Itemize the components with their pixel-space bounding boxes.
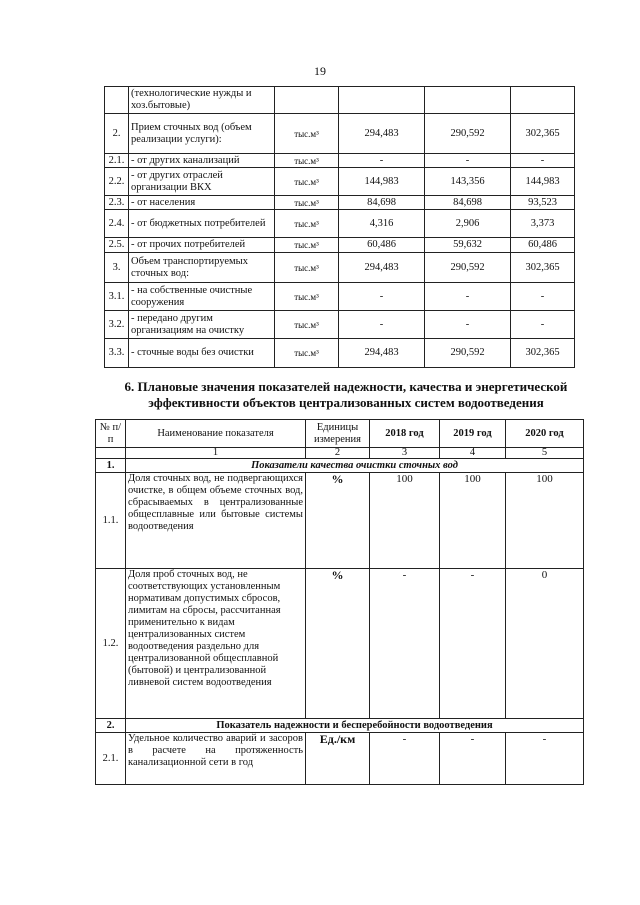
value-2019: 59,632 — [425, 238, 511, 253]
value-2018: - — [370, 569, 440, 719]
row-name: - от других канализаций — [129, 154, 275, 168]
value-2018: 294,483 — [339, 114, 425, 154]
value-2018: 60,486 — [339, 238, 425, 253]
value-2019: 143,356 — [425, 168, 511, 196]
row-unit: % — [306, 473, 370, 569]
row-unit: тыс.м³ — [275, 196, 339, 210]
value-2020: 3,373 — [511, 210, 575, 238]
value-2018: 294,483 — [339, 339, 425, 368]
row-unit: тыс.м³ — [275, 339, 339, 368]
row-unit: тыс.м³ — [275, 238, 339, 253]
section-number: 2. — [96, 719, 126, 733]
index-cell: 1 — [126, 448, 306, 459]
row-number: 2.4. — [105, 210, 129, 238]
value-2018: 100 — [370, 473, 440, 569]
page-number: 19 — [314, 64, 326, 78]
row-number: 3.2. — [105, 311, 129, 339]
index-cell: 2 — [306, 448, 370, 459]
row-name: - от населения — [129, 196, 275, 210]
table-row — [105, 196, 575, 210]
row-unit: Ед./км — [306, 733, 370, 785]
row-name: - от бюджетных потребителей — [129, 210, 275, 238]
value-2018: - — [339, 311, 425, 339]
row-name: Удельное количество аварий и засоров в расчете на протяженность канализационной сети в год — [126, 733, 306, 785]
value-2019: 290,592 — [425, 339, 511, 368]
index-cell: 4 — [440, 448, 506, 459]
wastewater-volume-table — [104, 86, 575, 368]
header-2018: 2018 год — [370, 420, 440, 448]
header-2020: 2020 год — [506, 420, 584, 448]
value-2019: - — [425, 154, 511, 168]
index-cell: 3 — [370, 448, 440, 459]
index-cell: 5 — [506, 448, 584, 459]
row-unit: тыс.м³ — [275, 154, 339, 168]
row-unit: тыс.м³ — [275, 210, 339, 238]
value-2019: - — [440, 733, 506, 785]
value-2020: - — [511, 154, 575, 168]
row-number: 1.1. — [96, 473, 126, 569]
row-name: - сточные воды без очистки — [129, 339, 275, 368]
row-number: 3.3. — [105, 339, 129, 368]
indicators-table — [95, 419, 584, 785]
table-header-row — [96, 420, 584, 448]
row-name: Прием сточных вод (объем реализации услуги): — [129, 114, 275, 154]
row-name: - от других отраслей организации ВКХ — [129, 168, 275, 196]
index-cell — [96, 448, 126, 459]
table-row — [105, 168, 575, 196]
value-2018: 294,483 — [339, 253, 425, 283]
value-2019: 100 — [440, 473, 506, 569]
row-number: 2.1. — [105, 154, 129, 168]
value-2019: - — [425, 283, 511, 311]
value-2020: 0 — [506, 569, 584, 719]
row-unit: тыс.м³ — [275, 283, 339, 311]
value-2020: 144,983 — [511, 168, 575, 196]
table-row — [105, 253, 575, 283]
row-name: - от прочих потребителей — [129, 238, 275, 253]
value-2019: 290,592 — [425, 253, 511, 283]
value-2020: 93,523 — [511, 196, 575, 210]
section-row — [96, 719, 584, 733]
table-row — [96, 733, 584, 785]
value-2019: 84,698 — [425, 196, 511, 210]
row-unit: тыс.м³ — [275, 311, 339, 339]
column-index-row — [96, 448, 584, 459]
value-2019: 2,906 — [425, 210, 511, 238]
value-2020: 302,365 — [511, 253, 575, 283]
row-number: 2.2. — [105, 168, 129, 196]
table-row — [105, 210, 575, 238]
header-name: Наименование показателя — [126, 420, 306, 448]
value-2020: 100 — [506, 473, 584, 569]
value-2018: - — [339, 283, 425, 311]
row-unit: тыс.м³ — [275, 114, 339, 154]
value-2020: - — [511, 311, 575, 339]
value-2020 — [511, 87, 575, 114]
row-unit — [275, 87, 339, 114]
row-number: 2. — [105, 114, 129, 154]
row-unit: % — [306, 569, 370, 719]
row-name: Объем транспортируемых сточных вод: — [129, 253, 275, 283]
table-row — [105, 283, 575, 311]
section-title: Показатель надежности и бесперебойности водоотведения — [126, 719, 584, 733]
table-row — [105, 238, 575, 253]
header-num: № п/п — [96, 420, 126, 448]
table-row — [105, 114, 575, 154]
table-row — [105, 154, 575, 168]
value-2018: - — [370, 733, 440, 785]
header-2019: 2019 год — [440, 420, 506, 448]
section-number: 1. — [96, 459, 126, 473]
row-unit: тыс.м³ — [275, 253, 339, 283]
row-unit: тыс.м³ — [275, 168, 339, 196]
table-row — [105, 87, 575, 114]
section-heading: 6. Плановые значения показателей надежности, качества и энергетической эффективности объектов централизованных систем водоотведения — [124, 379, 568, 410]
value-2020: - — [506, 733, 584, 785]
header-unit: Единицы измерения — [306, 420, 370, 448]
value-2018: 84,698 — [339, 196, 425, 210]
value-2020: 60,486 — [511, 238, 575, 253]
table-row — [105, 339, 575, 368]
value-2020: 302,365 — [511, 114, 575, 154]
value-2018 — [339, 87, 425, 114]
row-number: 2.3. — [105, 196, 129, 210]
section-row — [96, 459, 584, 473]
table-row — [96, 569, 584, 719]
row-number — [105, 87, 129, 114]
row-number: 1.2. — [96, 569, 126, 719]
row-name: - передано другим организациям на очистку — [129, 311, 275, 339]
row-number: 2.5. — [105, 238, 129, 253]
row-name: Доля проб сточных вод, не соответствующих установленным нормативам допустимых сбросов, лимитам на сбросы, рассчитанная применительно к видам централизованных систем водоотведения раздельно для централизованной общесплавной (бытовой) и централизованной ливневой систем водоотведения — [126, 569, 306, 719]
value-2019 — [425, 87, 511, 114]
table-row — [105, 311, 575, 339]
row-name: (технологические нужды и хоз.бытовые) — [129, 87, 275, 114]
row-number: 3.1. — [105, 283, 129, 311]
section-title: Показатели качества очистки сточных вод — [126, 459, 584, 473]
row-name: Доля сточных вод, не подвергающихся очистке, в общем объеме сточных вод, сбрасываемых в централизованные общесплавные или бытовые системы водоотведения — [126, 473, 306, 569]
row-number: 2.1. — [96, 733, 126, 785]
value-2018: 4,316 — [339, 210, 425, 238]
value-2018: 144,983 — [339, 168, 425, 196]
row-number: 3. — [105, 253, 129, 283]
value-2019: 290,592 — [425, 114, 511, 154]
row-name: - на собственные очистные сооружения — [129, 283, 275, 311]
value-2020: 302,365 — [511, 339, 575, 368]
value-2018: - — [339, 154, 425, 168]
value-2019: - — [425, 311, 511, 339]
value-2020: - — [511, 283, 575, 311]
table-row — [96, 473, 584, 569]
value-2019: - — [440, 569, 506, 719]
